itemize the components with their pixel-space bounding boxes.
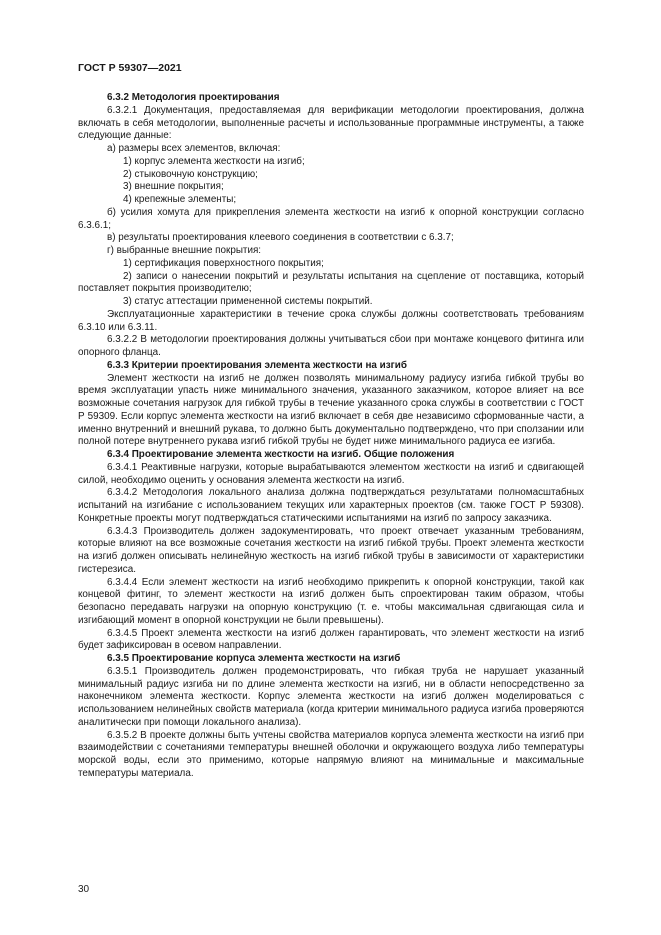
paragraph: 6.3.5.1 Производитель должен продемонстрировать, что гибкая труба не нарушает указанный минимальный радиус изгиба ни по длине элемента жесткости на изгиб, ни в области непосредственно за наконечником элемента жесткости. Корпус элемента жесткости на изгиб должен моделироваться с использованием нелинейных свойств материала (когда критерии минимального радиуса изгиба проверяются аналитически при помощи локального анализа). — [78, 665, 584, 728]
document-header: ГОСТ Р 59307—2021 — [78, 62, 182, 74]
section-heading: 6.3.3 Критерии проектирования элемента жесткости на изгиб — [107, 359, 407, 371]
list-item: г) выбранные внешние покрытия: — [107, 245, 262, 256]
page-number: 30 — [78, 884, 90, 895]
sub-list-item: 3) внешние покрытия; — [123, 181, 224, 193]
paragraph: Эксплуатационные характеристики в течение срока службы должны соответствовать требованиям 6.3.10 или 6.3.11. — [78, 308, 584, 333]
sub-list-item: 4) крепежные элементы; — [123, 194, 237, 205]
paragraph: 6.3.4.5 Проект элемента жесткости на изгиб должен гарантировать, что элемент жесткости на изгиб будет зафиксирован в осевом направлении. — [78, 627, 584, 652]
section-heading: 6.3.4 Проектирование элемента жесткости на изгиб. Общие положения — [107, 449, 455, 460]
paragraph: Элемент жесткости на изгиб не должен позволять минимальному радиусу изгиба гибкой трубы во время эксплуатации упасть ниже минимального значения, указанного заказчиком, которое влияет на все возможные сочетания нагрузок для гибкой трубы в течение указанного срока службы в соответствии с ГОСТ Р 59309. Если корпус элемента жесткости на изгиб включает в себя две независимо сформованные части, а именно внутренний и внешний рукава, то должно быть документально подтверждено, что при сползании или полной потере внутреннего рукава изгиб гибкой трубы не будет ниже минимального радиуса ее изгиба. — [78, 372, 584, 448]
sub-list-item: 3) статус аттестации примененной системы покрытий. — [123, 296, 373, 307]
section-heading: 6.3.5 Проектирование корпуса элемента жесткости на изгиб — [107, 653, 401, 664]
sub-list-item: 1) корпус элемента жесткости на изгиб; — [123, 155, 305, 167]
section-heading: 6.3.2 Методология проектирования — [107, 92, 280, 103]
sub-list-item: 1) сертификация поверхностного покрытия; — [123, 257, 324, 269]
paragraph: 6.3.4.1 Реактивные нагрузки, которые вырабатываются элементом жесткости на изгиб и сдвигающей силой, необходимо оценить у основания элемента жесткости на изгиб. — [78, 461, 584, 486]
sub-list-item: 2) записи о нанесении покрытий и результаты испытания на сцепление от поставщика, который поставляет покрытия производителю; — [78, 270, 584, 295]
sub-list-item: 2) стыковочную конструкцию; — [123, 168, 258, 180]
paragraph: 6.3.4.4 Если элемент жесткости на изгиб необходимо прикрепить к опорной конструкции, такой как концевой фитинг, то элемент жесткости на изгиб должен быть спроектирован таким образом, чтобы безопасно передавать нагрузки на опорную конструкцию (т. е. чтобы максимальная сдвигающая сила и изгибающий момент в опорной конструкции не были превышены). — [78, 576, 584, 626]
paragraph: 6.3.2.2 В методологии проектирования должны учитываться сбои при монтаже концевого фитинга или опорного фланца. — [78, 334, 584, 358]
document-body — [78, 92, 584, 781]
list-item: б) усилия хомута для прикрепления элемента жесткости на изгиб к опорной конструкции согласно 6.3.6.1; — [78, 206, 584, 231]
paragraph: 6.3.2.1 Документация, предоставляемая для верификации методологии проектирования, должна включать в себя методологии, выполненные расчеты и использованные программные инструменты, а также следующие данные: — [78, 104, 584, 142]
paragraph: 6.3.4.3 Производитель должен задокументировать, что проект отвечает указанным требованиям, которые влияют на все возможные сочетания жесткости на изгиб гибкой трубы. Проект элемента жесткости на изгиб должен описывать нелинейную жесткость на изгиб гибкой трубы в зависимости от характеристики гистерезиса. — [78, 525, 584, 575]
paragraph: 6.3.5.2 В проекте должны быть учтены свойства материалов корпуса элемента жесткости на изгиб при взаимодействии с сочетаниями температуры внешней оболочки и окружающего воздуха либо температуры морской воды, если это применимо, которые напрямую влияют на минимальные и максимальные температуры материала. — [78, 729, 584, 779]
list-item: в) результаты проектирования клеевого соединения в соответствии с 6.3.7; — [107, 232, 454, 244]
list-item: а) размеры всех элементов, включая: — [107, 143, 281, 154]
paragraph: 6.3.4.2 Методология локального анализа должна подтверждаться результатами полномасштабных испытаний на изгибание с использованием текущих или характерных проектов (см. также ГОСТ Р 59308). Конкретные проекты могут подтверждаться статическими испытаниями на изгиб по запросу заказчика. — [78, 487, 584, 524]
